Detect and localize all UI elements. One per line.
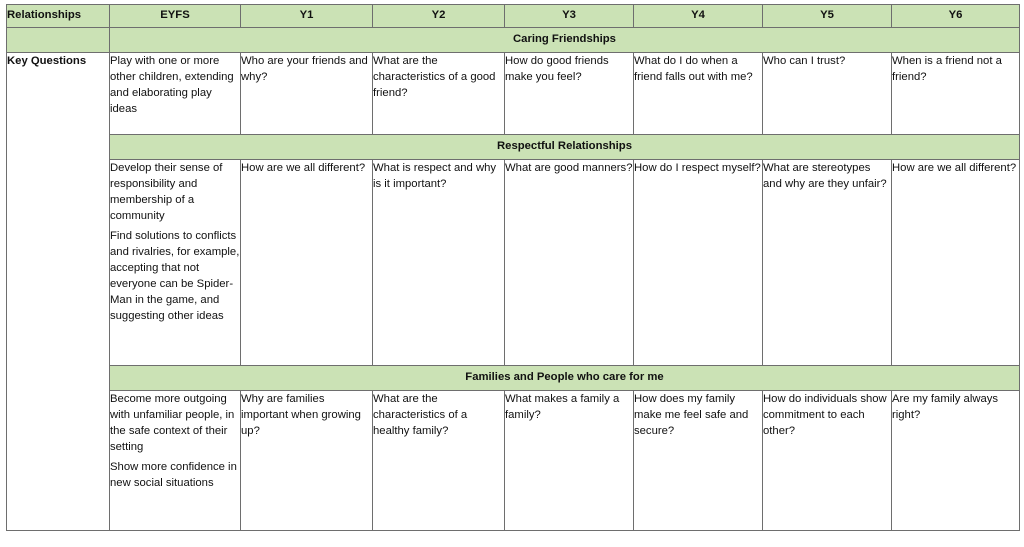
section-title: Caring Friendships	[110, 28, 1020, 53]
col-header-y5: Y5	[763, 5, 892, 28]
eyfs-objective: Find solutions to conflicts and rivalries, for example, accepting that not everyone can be Spider-Man in the game, and suggesting other ideas	[110, 230, 240, 322]
eyfs-objective: Show more confidence in new social situations	[110, 461, 237, 489]
col-header-y2: Y2	[373, 5, 505, 28]
eyfs-cell	[110, 53, 241, 135]
year-cell: How do individuals show commitment to each other?	[763, 391, 892, 531]
year-cell: How do I respect myself?	[634, 160, 763, 366]
col-header-eyfs: EYFS	[110, 5, 241, 28]
col-header-y4: Y4	[634, 5, 763, 28]
year-cell: What makes a family a family?	[505, 391, 634, 531]
section-row	[7, 53, 1020, 135]
year-cell: What are the characteristics of a good friend?	[373, 53, 505, 135]
year-cell: Who can I trust?	[763, 53, 892, 135]
year-cell: What are good manners?	[505, 160, 634, 366]
year-cell: What is respect and why is it important?	[373, 160, 505, 366]
col-header-y3: Y3	[505, 5, 634, 28]
year-cell: When is a friend not a friend?	[892, 53, 1020, 135]
section-band	[7, 135, 1020, 160]
eyfs-objective: Play with one or more other children, extending and elaborating play ideas	[110, 55, 234, 115]
year-cell: How are we all different?	[892, 160, 1020, 366]
corner-header: Relationships	[7, 5, 110, 28]
section-title: Families and People who care for me	[110, 366, 1020, 391]
year-cell: Why are families important when growing up?	[241, 391, 373, 531]
year-cell: How do good friends make you feel?	[505, 53, 634, 135]
year-cell: How does my family make me feel safe and secure?	[634, 391, 763, 531]
eyfs-cell	[110, 160, 241, 366]
year-cell: Are my family always right?	[892, 391, 1020, 531]
label-column-spacer	[7, 28, 110, 53]
section-band	[7, 28, 1020, 53]
year-cell: How are we all different?	[241, 160, 373, 366]
col-header-y1: Y1	[241, 5, 373, 28]
section-band	[7, 366, 1020, 391]
relationships-curriculum-table	[6, 4, 1020, 531]
year-cell: Who are your friends and why?	[241, 53, 373, 135]
col-header-y6: Y6	[892, 5, 1020, 28]
header-row	[7, 5, 1020, 28]
key-questions-label: Key Questions	[7, 53, 110, 531]
section-row	[7, 391, 1020, 531]
year-cell: What are stereotypes and why are they unfair?	[763, 160, 892, 366]
eyfs-cell	[110, 391, 241, 531]
section-row	[7, 160, 1020, 366]
year-cell: What do I do when a friend falls out with me?	[634, 53, 763, 135]
eyfs-objective: Become more outgoing with unfamiliar people, in the safe context of their setting	[110, 393, 235, 453]
year-cell: What are the characteristics of a healthy family?	[373, 391, 505, 531]
eyfs-objective: Develop their sense of responsibility and membership of a community	[110, 162, 223, 222]
section-title: Respectful Relationships	[110, 135, 1020, 160]
